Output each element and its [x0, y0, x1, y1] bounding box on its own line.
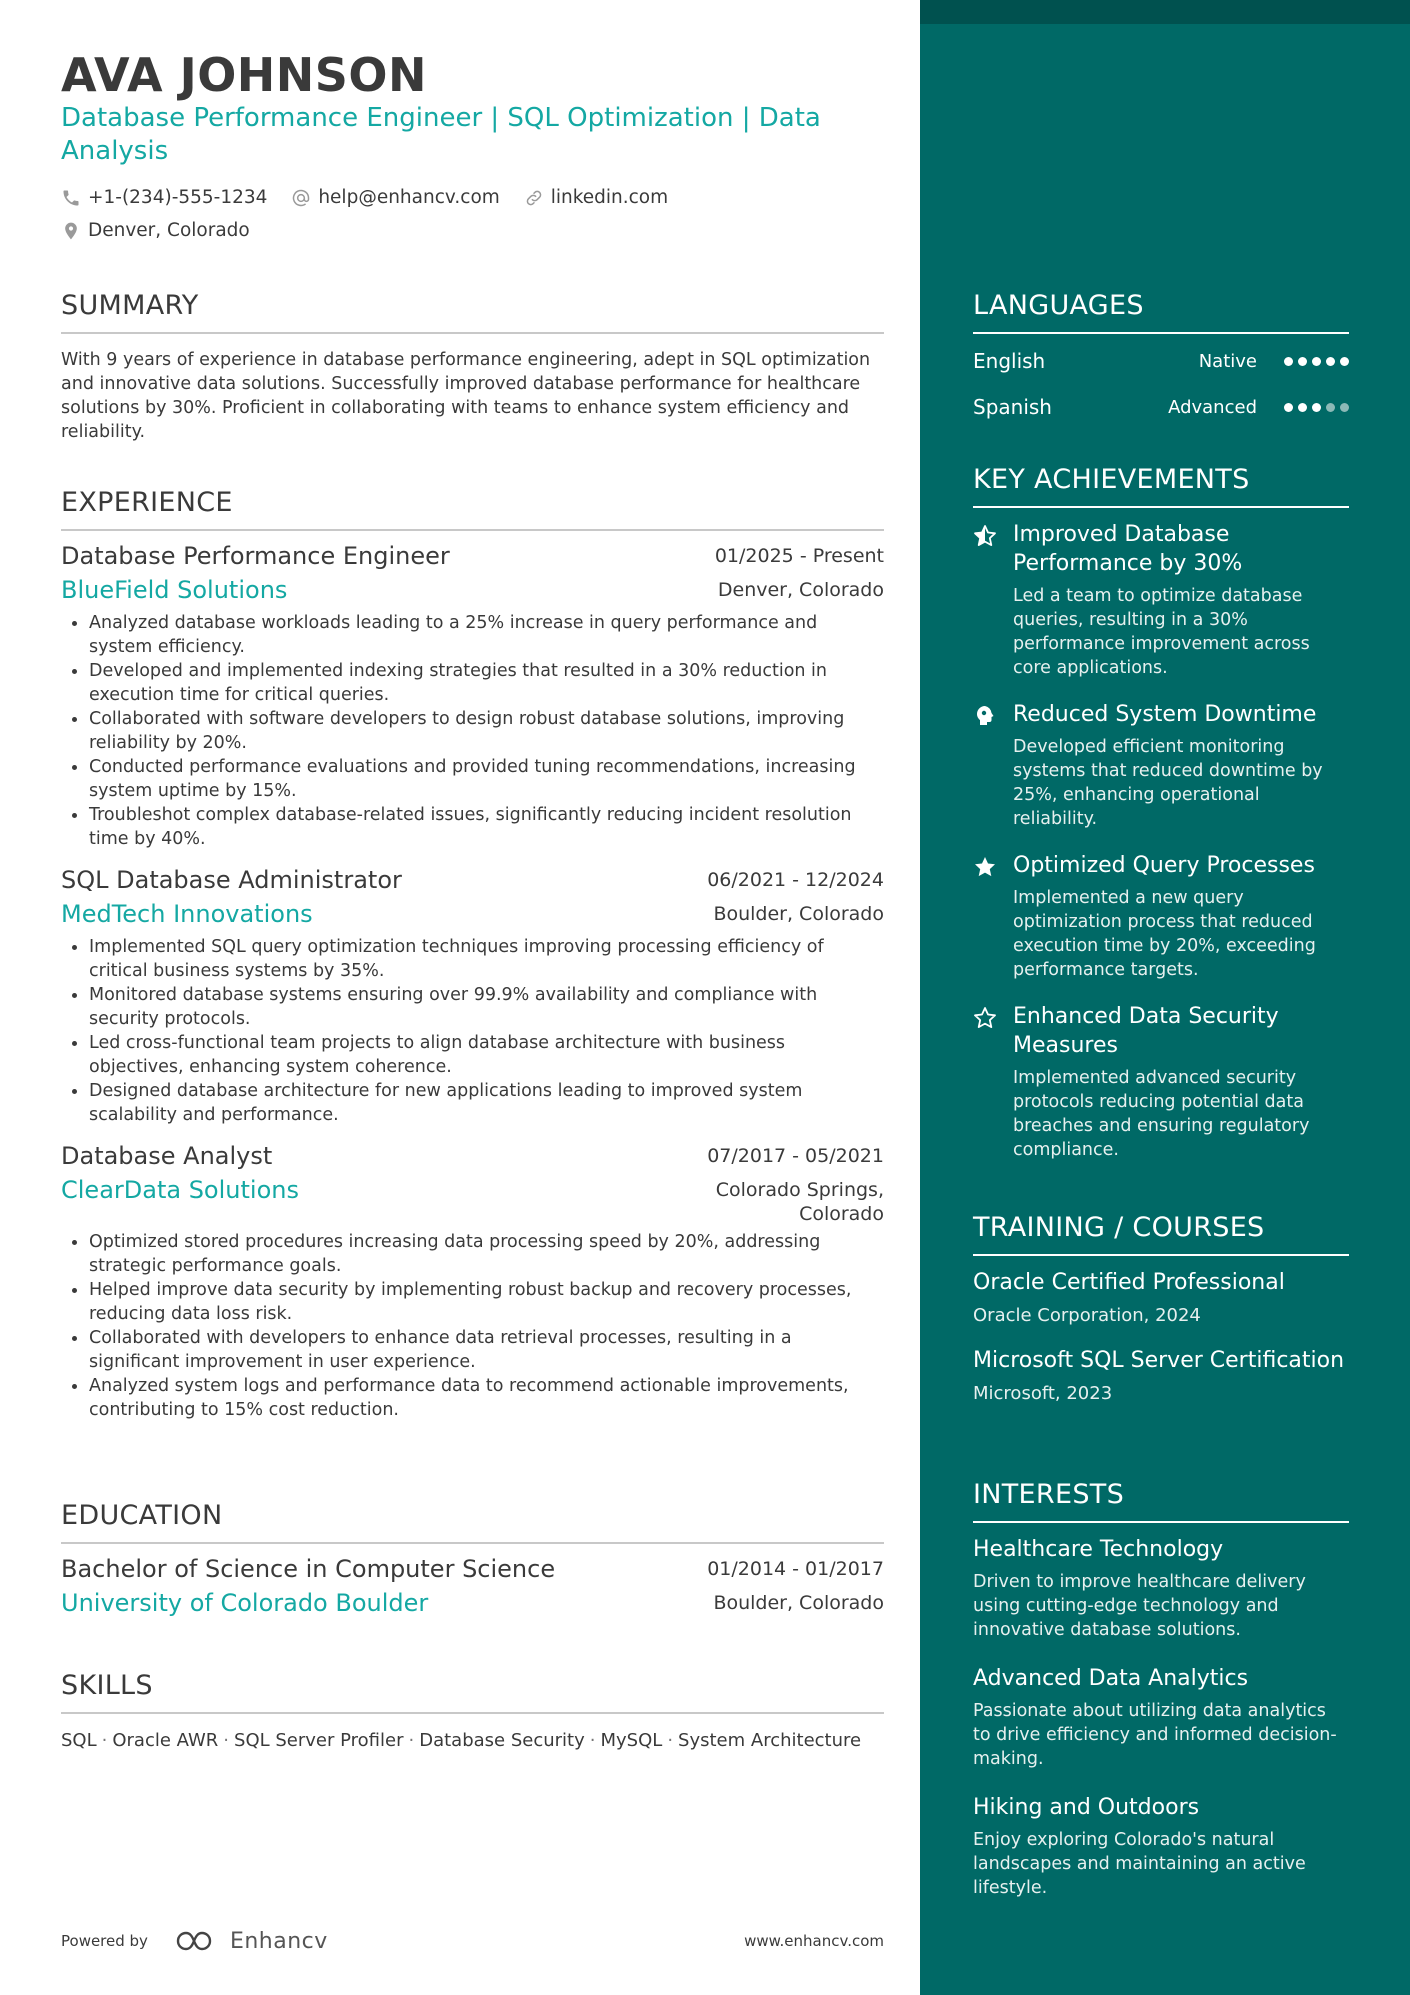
job-dates: 01/2025 - Present: [714, 545, 884, 567]
skill-item: System Architecture: [678, 1730, 862, 1751]
level-dot-filled: [1284, 403, 1293, 412]
job-bullets: [61, 611, 884, 851]
level-dot-filled: [1312, 357, 1321, 366]
website-link[interactable]: www.enhancv.com: [744, 1932, 884, 1950]
achievement-item: [973, 700, 1349, 831]
candidate-name: AVA JOHNSON: [61, 48, 428, 102]
sidebar: [920, 0, 1410, 1995]
skill-item: SQL Server Profiler: [234, 1730, 404, 1751]
language-level: Native: [1198, 350, 1257, 372]
level-dot-empty: [1326, 403, 1335, 412]
location-pin-icon: [61, 221, 81, 241]
interest-title: Healthcare Technology: [973, 1537, 1224, 1562]
link-icon: [524, 188, 544, 208]
interest-item: [973, 1664, 1349, 1771]
language-name: English: [973, 349, 1046, 373]
education-section: [61, 1500, 884, 1620]
footer: [61, 1928, 884, 1954]
job-entry: [61, 539, 884, 851]
interest-title: Hiking and Outdoors: [973, 1795, 1200, 1820]
language-level-dots: [1279, 403, 1349, 412]
achievement-title: Improved Database Performance by 30%: [1013, 522, 1243, 576]
achievement-item: [973, 1002, 1349, 1162]
company-name[interactable]: ClearData Solutions: [61, 1176, 299, 1204]
job-bullets: [61, 935, 884, 1127]
skills-list: SQL · Oracle AWR · SQL Server Profiler · Database Security · MySQL · System Architecture: [61, 1730, 862, 1751]
star-outline-icon: [973, 1006, 997, 1030]
language-row: [973, 384, 1349, 430]
level-dot-filled: [1298, 403, 1307, 412]
powered-by-text: Powered by: [61, 1932, 148, 1950]
contact-email[interactable]: [291, 184, 499, 212]
section-title: INTERESTS: [973, 1479, 1349, 1523]
course-item: [973, 1346, 1349, 1404]
section-title: EDUCATION: [61, 1500, 884, 1544]
level-dot-filled: [1312, 403, 1321, 412]
bullet-item: Analyzed database workloads leading to a 25% increase in query performance and system efficiency.: [61, 611, 884, 659]
brain-icon: [973, 704, 997, 728]
skill-item: Oracle AWR: [112, 1730, 219, 1751]
education-dates: 01/2014 - 01/2017: [707, 1558, 884, 1580]
summary-section: [61, 290, 884, 444]
achievement-item: [973, 851, 1349, 982]
course-title: Microsoft SQL Server Certification: [973, 1348, 1345, 1373]
interest-title: Advanced Data Analytics: [973, 1666, 1249, 1691]
achievement-title: Enhanced Data Security Measures: [1013, 1004, 1279, 1058]
bullet-item: Developed and implemented indexing strategies that resulted in a 30% reduction in execution time for critical queries.: [61, 659, 884, 707]
interest-desc: Enjoy exploring Colorado's natural landscapes and maintaining an active lifestyle.: [973, 1830, 1306, 1898]
bullet-item: Collaborated with software developers to design robust database solutions, improving reliability by 20%.: [61, 707, 884, 755]
skills-section: [61, 1670, 884, 1754]
contact-phone[interactable]: [61, 184, 267, 212]
language-level-dots: [1279, 357, 1349, 366]
interest-item: [973, 1535, 1349, 1642]
email-text: help@enhancv.com: [318, 187, 500, 208]
bullet-item: Troubleshot complex database-related issues, significantly reducing incident resolution time by 40%.: [61, 803, 884, 851]
level-dot-filled: [1284, 357, 1293, 366]
interest-desc: Driven to improve healthcare delivery using cutting-edge technology and innovative database solutions.: [973, 1572, 1306, 1640]
level-dot-filled: [1340, 357, 1349, 366]
skill-item: MySQL: [600, 1730, 663, 1751]
skill-item: SQL: [61, 1730, 97, 1751]
level-dot-empty: [1340, 403, 1349, 412]
section-title: KEY ACHIEVEMENTS: [973, 464, 1349, 508]
language-row: [973, 338, 1349, 384]
achievements-section: [973, 464, 1349, 1182]
brand: [61, 1928, 328, 1954]
link-text: linkedin.com: [550, 187, 669, 208]
experience-section: [61, 487, 884, 1434]
section-title: SUMMARY: [61, 290, 884, 334]
achievement-title: Reduced System Downtime: [1013, 702, 1317, 727]
company-name[interactable]: BlueField Solutions: [61, 576, 288, 604]
star-filled-icon: [973, 855, 997, 879]
bullet-item: Conducted performance evaluations and provided tuning recommendations, increasing system uptime by 15%.: [61, 755, 884, 803]
enhancv-logo-icon: [174, 1928, 222, 1954]
contact-location: [61, 217, 250, 245]
phone-icon: [61, 188, 81, 208]
phone-text: +1-(234)-555-1234: [88, 187, 268, 208]
star-half-icon: [973, 524, 997, 548]
section-title: TRAINING / COURSES: [973, 1212, 1349, 1256]
achievement-desc: Implemented a new query optimization process that reduced execution time by 20%, exceeding performance targets.: [1013, 888, 1316, 980]
achievement-desc: Developed efficient monitoring systems that reduced downtime by 25%, enhancing operational reliability.: [1013, 737, 1323, 829]
interests-section: [973, 1479, 1349, 1922]
brand-name: Enhancv: [229, 1928, 328, 1954]
achievement-desc: Led a team to optimize database queries, resulting in a 30% performance improvement across core applications.: [1013, 586, 1310, 678]
skill-item: Database Security: [419, 1730, 585, 1751]
degree-title: Bachelor of Science in Computer Science: [61, 1555, 556, 1583]
section-title: SKILLS: [61, 1670, 884, 1714]
achievement-item: [973, 520, 1349, 680]
bullet-item: Helped improve data security by implementing robust backup and recovery processes, reducing data loss risk.: [61, 1278, 884, 1326]
education-location: Boulder, Colorado: [713, 1592, 884, 1614]
achievement-desc: Implemented advanced security protocols reducing potential data breaches and ensuring regulatory compliance.: [1013, 1068, 1310, 1160]
course-provider: Microsoft, 2023: [973, 1383, 1113, 1404]
job-title: SQL Database Administrator: [61, 866, 402, 894]
contact-info: [61, 184, 881, 250]
summary-text: With 9 years of experience in database performance engineering, adept in SQL optimization and innovative data solutions. Successfully improved database performance for healthcare solutions by 30%. Proficient in collaborating with teams to enhance system efficiency and reliability.: [61, 350, 871, 442]
bullet-item: Monitored database systems ensuring over 99.9% availability and compliance with security protocols.: [61, 983, 884, 1031]
bullet-item: Led cross-functional team projects to align database architecture with business objectives, enhancing system coherence.: [61, 1031, 884, 1079]
job-location: Colorado Springs, Colorado: [715, 1179, 884, 1225]
sidebar-top-bar: [920, 0, 1410, 24]
bullet-item: Collaborated with developers to enhance data retrieval processes, resulting in a significant improvement in user experience.: [61, 1326, 884, 1374]
languages-section: [973, 290, 1349, 430]
company-name[interactable]: MedTech Innovations: [61, 900, 313, 928]
job-entry: [61, 1139, 884, 1422]
job-dates: 07/2017 - 05/2021: [707, 1145, 884, 1167]
contact-link[interactable]: [524, 184, 668, 212]
bullet-item: Implemented SQL query optimization techniques improving processing efficiency of critical business systems by 35%.: [61, 935, 884, 983]
interest-desc: Passionate about utilizing data analytics to drive efficiency and informed decision-making.: [973, 1701, 1337, 1769]
training-section: [973, 1212, 1349, 1424]
section-title: LANGUAGES: [973, 290, 1349, 334]
course-provider: Oracle Corporation, 2024: [973, 1305, 1201, 1326]
job-bullets: [61, 1230, 884, 1422]
course-title: Oracle Certified Professional: [973, 1270, 1285, 1295]
job-dates: 06/2021 - 12/2024: [707, 869, 884, 891]
level-dot-filled: [1326, 357, 1335, 366]
location-text: Denver, Colorado: [88, 220, 250, 241]
headline: Database Performance Engineer | SQL Optimization | Data Analysis: [61, 103, 821, 166]
language-level: Advanced: [1168, 396, 1257, 418]
bullet-item: Analyzed system logs and performance data to recommend actionable improvements, contributing to 15% cost reduction.: [61, 1374, 884, 1422]
course-item: [973, 1268, 1349, 1326]
language-name: Spanish: [973, 395, 1052, 419]
bullet-item: Optimized stored procedures increasing data processing speed by 20%, addressing strategic performance goals.: [61, 1230, 884, 1278]
section-title: EXPERIENCE: [61, 487, 884, 531]
achievement-title: Optimized Query Processes: [1013, 853, 1315, 878]
level-dot-filled: [1298, 357, 1307, 366]
bullet-item: Designed database architecture for new applications leading to improved system scalability and performance.: [61, 1079, 884, 1127]
at-icon: [291, 188, 311, 208]
interest-item: [973, 1793, 1349, 1900]
school-name[interactable]: University of Colorado Boulder: [61, 1589, 429, 1617]
job-location: Denver, Colorado: [717, 579, 884, 601]
job-entry: [61, 863, 884, 1127]
job-title: Database Performance Engineer: [61, 542, 450, 570]
job-title: Database Analyst: [61, 1142, 273, 1170]
job-location: Boulder, Colorado: [713, 903, 884, 925]
